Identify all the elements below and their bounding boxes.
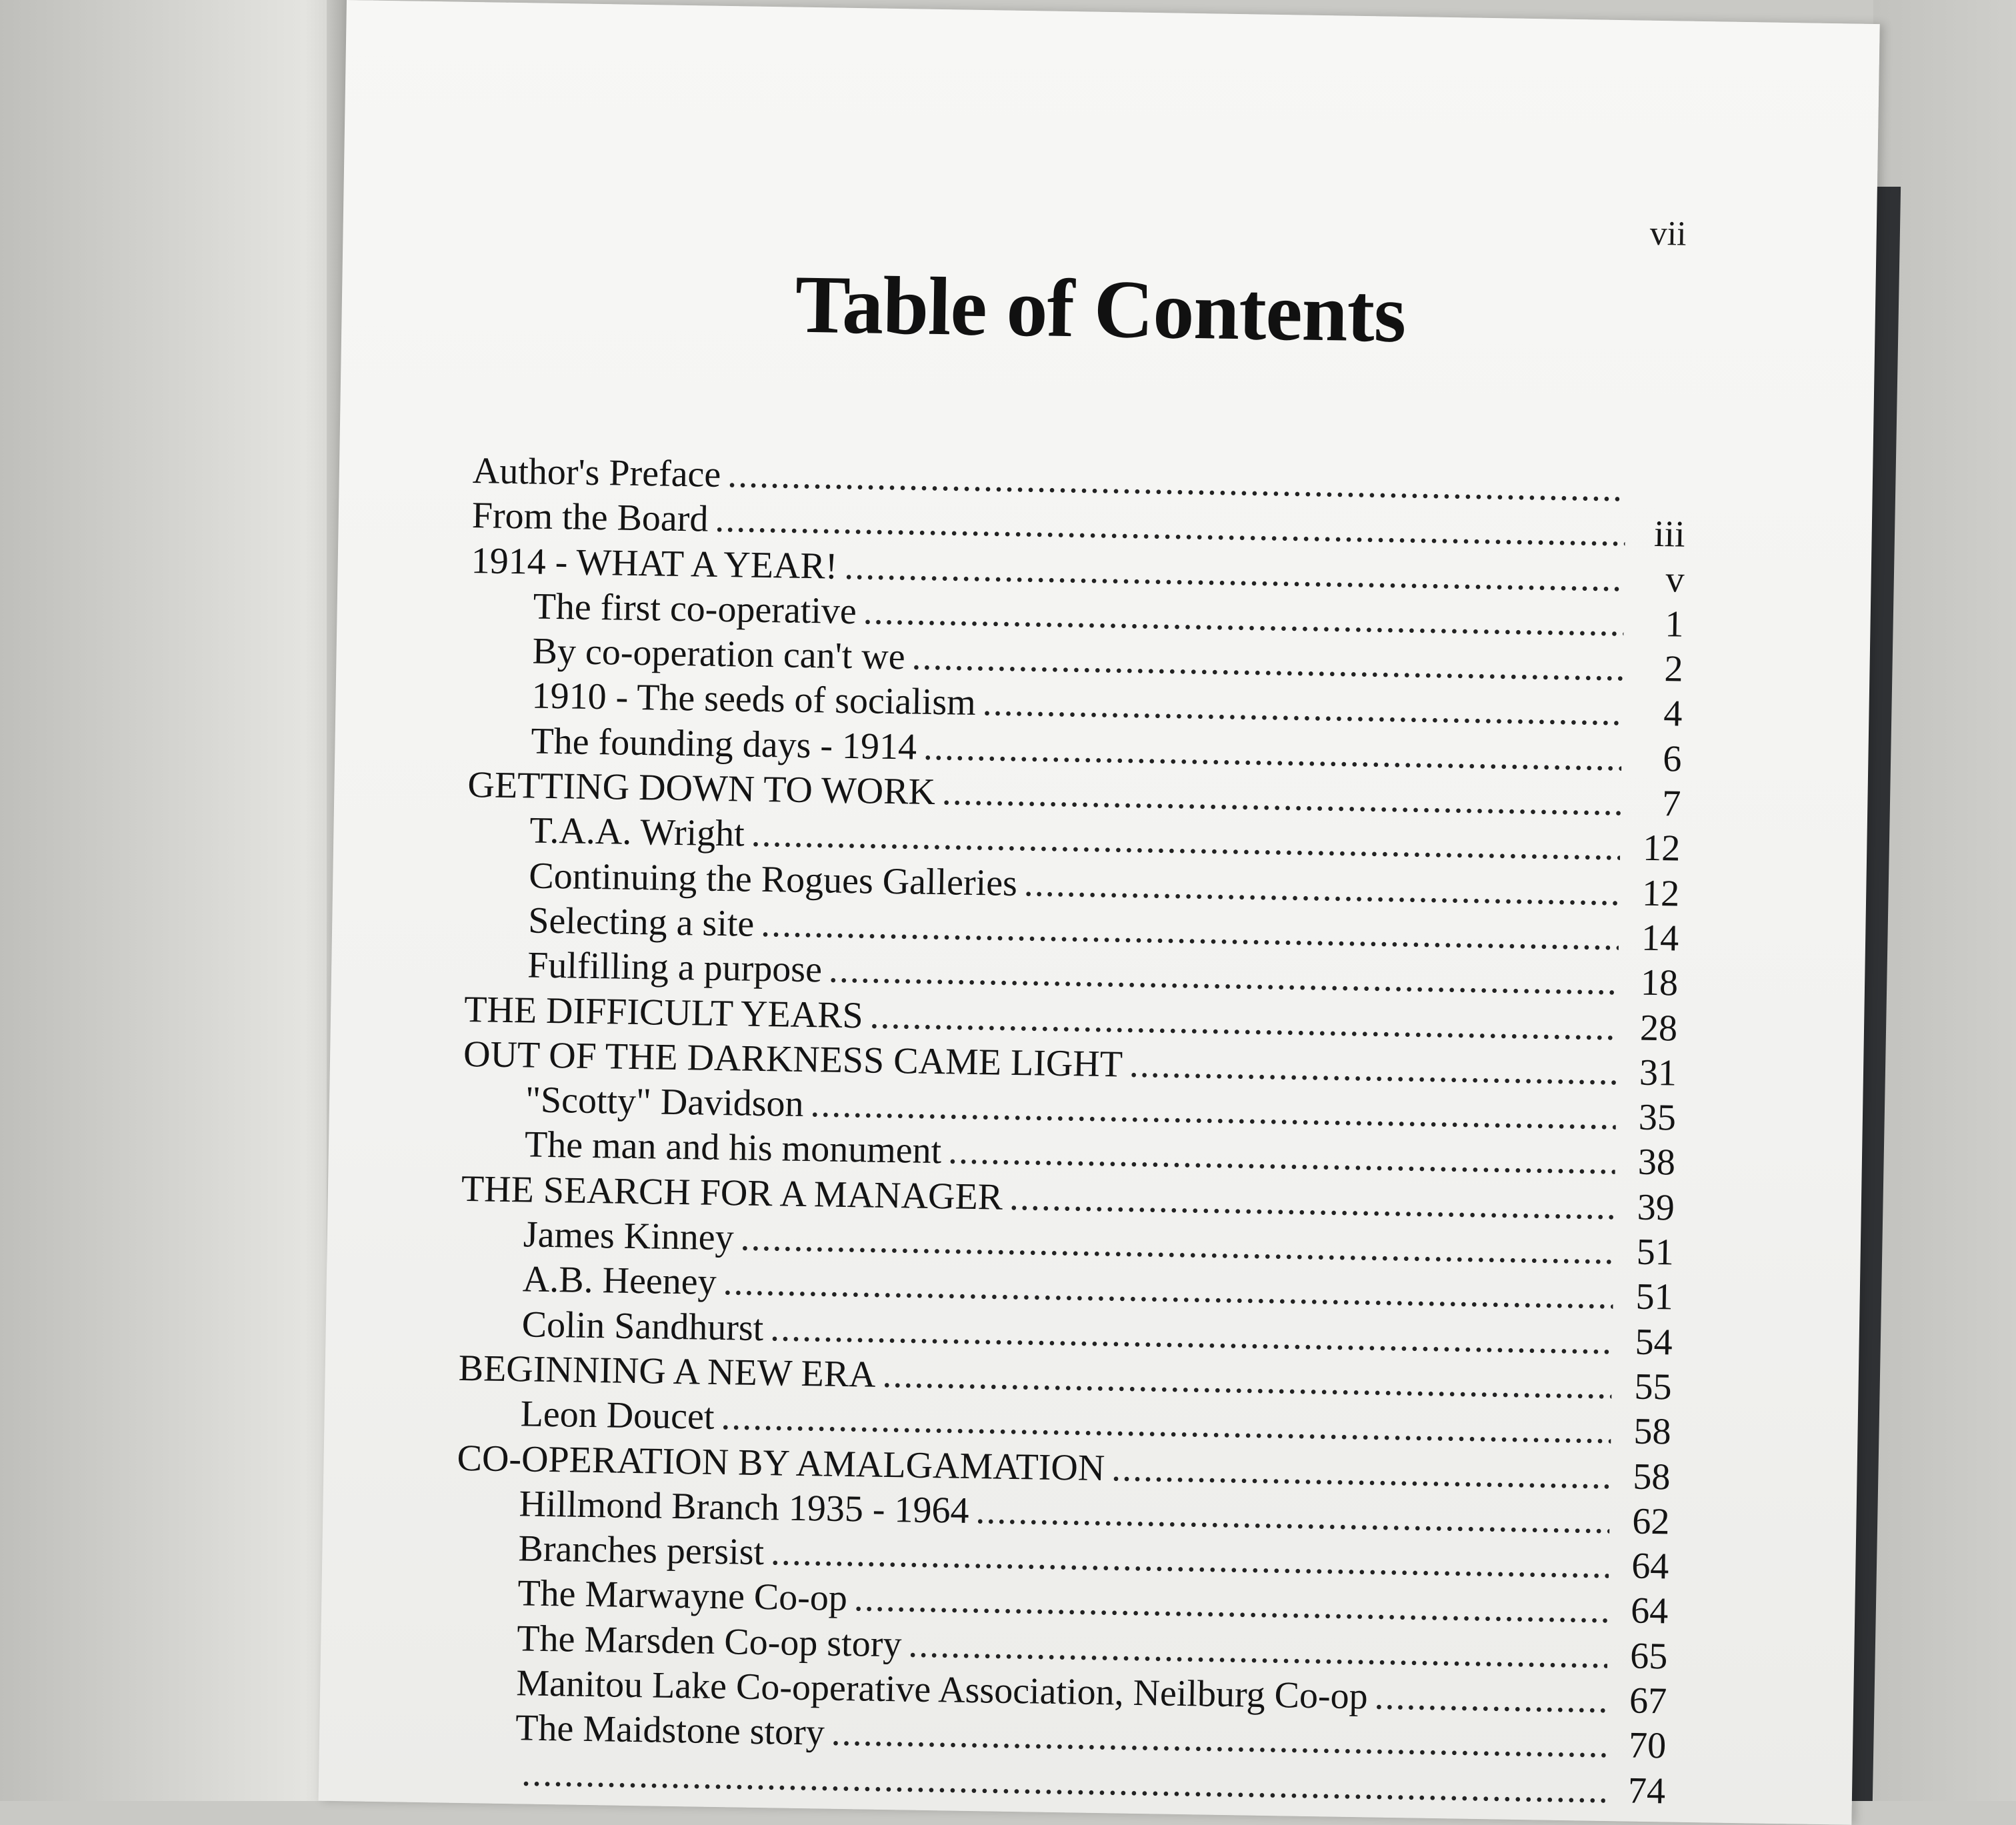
toc-entry-page: 58	[1633, 1410, 1671, 1453]
toc-entry-title: "Scotty" Davidson	[525, 1079, 805, 1126]
toc-dot-leader	[1129, 1042, 1617, 1094]
toc-entry-title: Author's Preface	[472, 450, 721, 495]
toc-entry-title: GETTING DOWN TO WORK	[467, 764, 936, 813]
toc-entry-page: 6	[1662, 737, 1682, 780]
toc-entry-title: The Maidstone story	[515, 1707, 825, 1754]
toc-entry-page: 7	[1661, 783, 1681, 825]
toc-entry-title: A.B. Heeney	[522, 1258, 717, 1304]
toc-entry-page: 64	[1630, 1590, 1669, 1632]
toc-entry-title: Manitou Lake Co-operative Association, Neilburg Co-op	[515, 1662, 1369, 1718]
toc-entry-page: 18	[1640, 962, 1679, 1004]
toc-entry-title: Continuing the Rogues Galleries	[528, 855, 1018, 904]
toc-entry-page: 74	[1627, 1770, 1666, 1812]
toc-entry-page: 12	[1642, 827, 1681, 869]
table-of-contents	[452, 449, 1686, 1814]
toc-entry-title: Leon Doucet	[520, 1393, 715, 1438]
toc-entry-page: 51	[1636, 1231, 1675, 1274]
toc-entry-title: The man and his monument	[524, 1124, 942, 1172]
toc-entry-page: 70	[1628, 1724, 1667, 1767]
toc-entry-page: 31	[1639, 1052, 1677, 1094]
toc-entry-page: 2	[1663, 648, 1683, 690]
toc-entry-page: 54	[1635, 1321, 1673, 1364]
toc-entry-page: 38	[1637, 1142, 1676, 1184]
toc-entry-page: 35	[1638, 1096, 1677, 1139]
toc-entry-title: The Marwayne Co-op	[517, 1572, 848, 1620]
toc-entry-title: By co-operation can't we	[532, 630, 906, 678]
toc-entry-page: 14	[1641, 917, 1679, 960]
toc-entry-page: 51	[1635, 1276, 1674, 1318]
toc-entry-title: 1914 - WHAT A YEAR!	[471, 539, 838, 587]
toc-entry-page: 12	[1641, 872, 1680, 915]
toc-entry-page: 62	[1631, 1500, 1670, 1543]
page-number: vii	[1649, 214, 1687, 253]
toc-dot-leader	[1111, 1446, 1611, 1499]
toc-entry-title: Fulfilling a purpose	[527, 944, 823, 991]
toc-entry-page: 39	[1637, 1186, 1675, 1229]
toc-entry-page: 1	[1665, 603, 1685, 645]
toc-entry-page: 64	[1631, 1545, 1669, 1588]
toc-dot-leader	[1374, 1675, 1607, 1723]
toc-entry-title: CO-OPERATION BY AMALGAMATION	[457, 1437, 1105, 1489]
toc-entry-title: T.A.A. Wright	[529, 809, 745, 855]
toc-entry-title: Selecting a site	[527, 899, 755, 945]
toc-entry-page: v	[1665, 558, 1685, 601]
toc-entry-page: 4	[1663, 693, 1683, 735]
toc-entry-page: 67	[1629, 1680, 1667, 1722]
toc-entry-title: 1910 - The seeds of socialism	[531, 675, 977, 724]
toc-entry-title: The Marsden Co-op story	[516, 1618, 902, 1666]
toc-entry-title: Colin Sandhurst	[521, 1304, 764, 1349]
toc-entry-page: 58	[1632, 1456, 1671, 1498]
toc-entry-title: From the Board	[471, 495, 709, 540]
toc-entry-title: BEGINNING A NEW ERA	[458, 1347, 877, 1396]
left-facing-page	[0, 0, 347, 1801]
toc-entry-title: THE SEARCH FOR A MANAGER	[461, 1168, 1003, 1218]
toc-entry-title: OUT OF THE DARKNESS CAME LIGHT	[463, 1033, 1123, 1086]
toc-entry-title: THE DIFFICULT YEARS	[463, 988, 864, 1036]
page-title: Table of Contents	[794, 258, 1407, 359]
toc-entry-title: Branches persist	[518, 1528, 765, 1574]
toc-entry-title: The founding days - 1914	[531, 720, 917, 768]
toc-entry-page: 65	[1629, 1635, 1668, 1678]
book-page	[319, 0, 1880, 1825]
toc-entry-title: James Kinney	[523, 1214, 735, 1259]
toc-entry-page: iii	[1653, 513, 1686, 555]
toc-entry-title: The first co-operative	[533, 585, 857, 633]
toc-entry-title: Hillmond Branch 1935 - 1964	[519, 1483, 970, 1532]
toc-entry-page: 55	[1634, 1366, 1673, 1408]
toc-entry-page: 28	[1639, 1007, 1678, 1050]
